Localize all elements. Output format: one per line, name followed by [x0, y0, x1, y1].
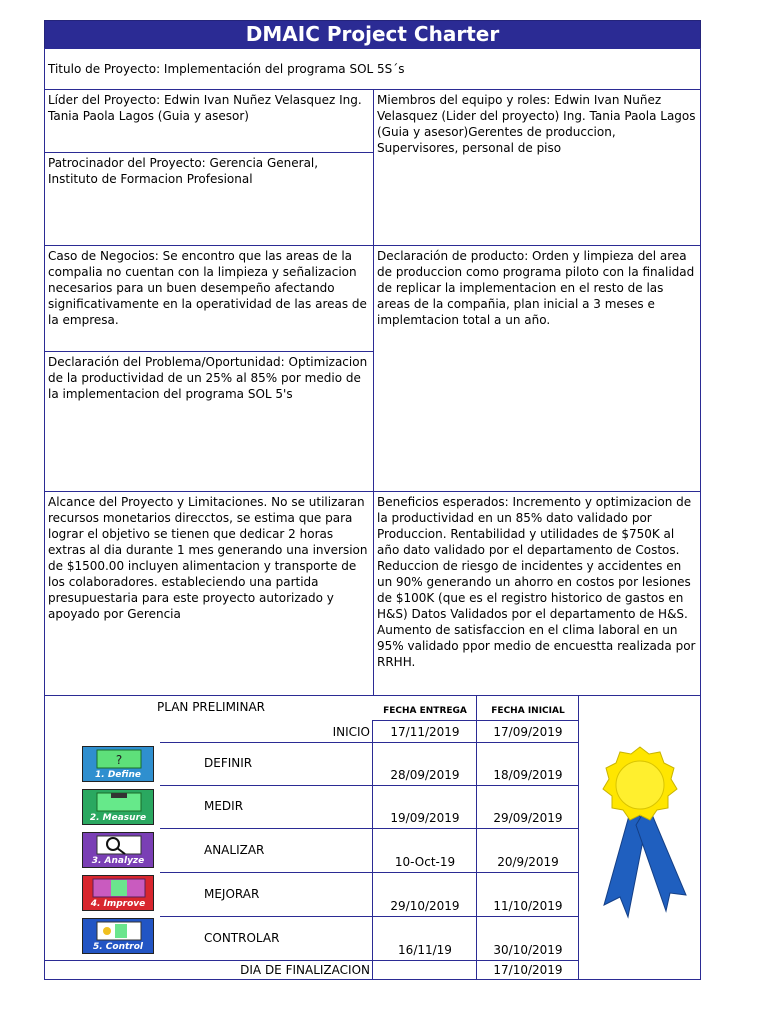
problem-cell	[44, 351, 374, 492]
define-icon-label: 1. Define	[95, 770, 141, 780]
measure-start: 29/09/2019	[493, 811, 563, 825]
scope-text: Alcance del Proyecto y Limitaciones. No se utilizaran recursos monetarios direcctos, se estima que para lograr el objetivo se tienen que dedicar 2 horas extras al dia durante 1 mes generando una inversion de $1500.00 incluyen alimentacion y transporte de los colaboradores. estableciendo una partida presupuestaria para este proyecto autorizado y apoyado por Gerencia	[48, 495, 368, 621]
plan-divider	[160, 872, 578, 873]
inicio-label: INICIO	[332, 725, 370, 739]
charter-title: DMAIC Project Charter	[44, 20, 701, 49]
svg-text:?: ?	[115, 753, 123, 767]
plan-heading: PLAN PRELIMINAR	[157, 700, 265, 714]
measure-icon	[82, 789, 154, 825]
end-start: 17/10/2019	[493, 963, 563, 977]
plan-divider	[160, 742, 578, 743]
inicio-delivery: 17/11/2019	[390, 725, 460, 739]
control-delivery: 16/11/19	[398, 943, 452, 957]
scope-cell	[44, 491, 374, 696]
phase-control: CONTROLAR	[204, 931, 280, 945]
benefits-cell	[373, 491, 701, 696]
plan-divider	[372, 720, 373, 980]
control-icon	[82, 918, 154, 954]
leader-text: Líder del Proyecto: Edwin Ivan Nuñez Velasquez Ing. Tania Paola Lagos (Guia y asesor)	[48, 93, 362, 123]
sponsor-cell	[44, 152, 374, 246]
phase-analyze: ANALIZAR	[204, 843, 265, 857]
analyze-icon-label: 3. Analyze	[91, 856, 145, 866]
end-label: DIA DE FINALIZACION	[240, 963, 370, 977]
improve-delivery: 29/10/2019	[390, 899, 460, 913]
col-delivery-header: FECHA ENTREGA	[383, 706, 467, 716]
phase-improve: MEJORAR	[204, 887, 260, 901]
project-title-text: Titulo de Proyecto: Implementación del programa SOL 5S´s	[48, 62, 405, 76]
col-start-header: FECHA INICIAL	[491, 706, 565, 716]
benefits-text: Beneficios esperados: Incremento y optimizacion de la productividad en un 85% dato validado por Produccion. Rentabilidad y utilidades de $750K al año dato validado por el departamento de Costos. Reduccion de riesgo de incidentes y accidentes en un 90% generando un ahorro en costos por lesiones de $100K (que es el registro historico de gastos en H&S) Datos Validados por el departamento de H&S. Aumento de satisfaccion en el clima laboral en un 95% validado ppor medio de encuestta realizada por RRHH.	[377, 495, 696, 669]
improve-icon-label: 4. Improve	[90, 899, 146, 909]
analyze-start: 20/9/2019	[497, 855, 559, 869]
award-ribbon-icon	[590, 745, 694, 930]
team-cell	[373, 89, 701, 246]
improve-start: 11/10/2019	[493, 899, 563, 913]
leader-cell	[44, 89, 374, 153]
define-delivery: 28/09/2019	[390, 768, 460, 782]
sponsor-text: Patrocinador del Proyecto: Gerencia General, Instituto de Formacion Profesional	[48, 156, 319, 186]
problem-text: Declaración del Problema/Oportunidad: Optimizacion de la productividad de un 25% al 85% por medio de la implementacion del programa SOL 5's	[48, 355, 368, 401]
control-icon-label: 5. Control	[92, 942, 144, 952]
business-case-cell	[44, 245, 374, 352]
plan-divider	[578, 695, 579, 980]
define-start: 18/09/2019	[493, 768, 563, 782]
define-icon	[82, 746, 154, 782]
phase-define: DEFINIR	[204, 756, 253, 770]
plan-divider	[160, 916, 578, 917]
phase-measure: MEDIR	[204, 799, 244, 813]
product-text: Declaración de producto: Orden y limpieza del area de produccion como programa piloto con la finalidad de replicar la implementacion en el resto de las areas de la compañia, plan inicial a 3 meses e implemtacion total a un año.	[377, 249, 695, 327]
analyze-icon	[82, 832, 154, 868]
project-title-cell	[44, 48, 701, 90]
measure-icon-label: 2. Measure	[89, 813, 147, 823]
plan-divider	[476, 695, 477, 980]
measure-delivery: 19/09/2019	[390, 811, 460, 825]
inicio-start: 17/09/2019	[493, 725, 563, 739]
product-cell	[373, 245, 701, 492]
plan-divider	[44, 960, 578, 961]
team-text: Miembros del equipo y roles: Edwin Ivan Nuñez Velasquez (Lider del proyecto) Ing. Tania Paola Lagos (Guia y asesor)Gerentes de produccion, Supervisores, personal de piso	[377, 93, 696, 155]
charter-sheet	[44, 20, 701, 49]
control-start: 30/10/2019	[493, 943, 563, 957]
plan-divider	[160, 828, 578, 829]
analyze-delivery: 10-Oct-19	[394, 855, 456, 869]
plan-divider	[372, 720, 578, 721]
plan-divider	[160, 785, 578, 786]
business-case-text: Caso de Negocios: Se encontro que las areas de la compalia no cuentan con la limpieza y señalizacion necesarios para un buen desempeño afectando significativamente en la operatividad de las areas de la empresa.	[48, 249, 367, 327]
improve-icon	[82, 875, 154, 911]
